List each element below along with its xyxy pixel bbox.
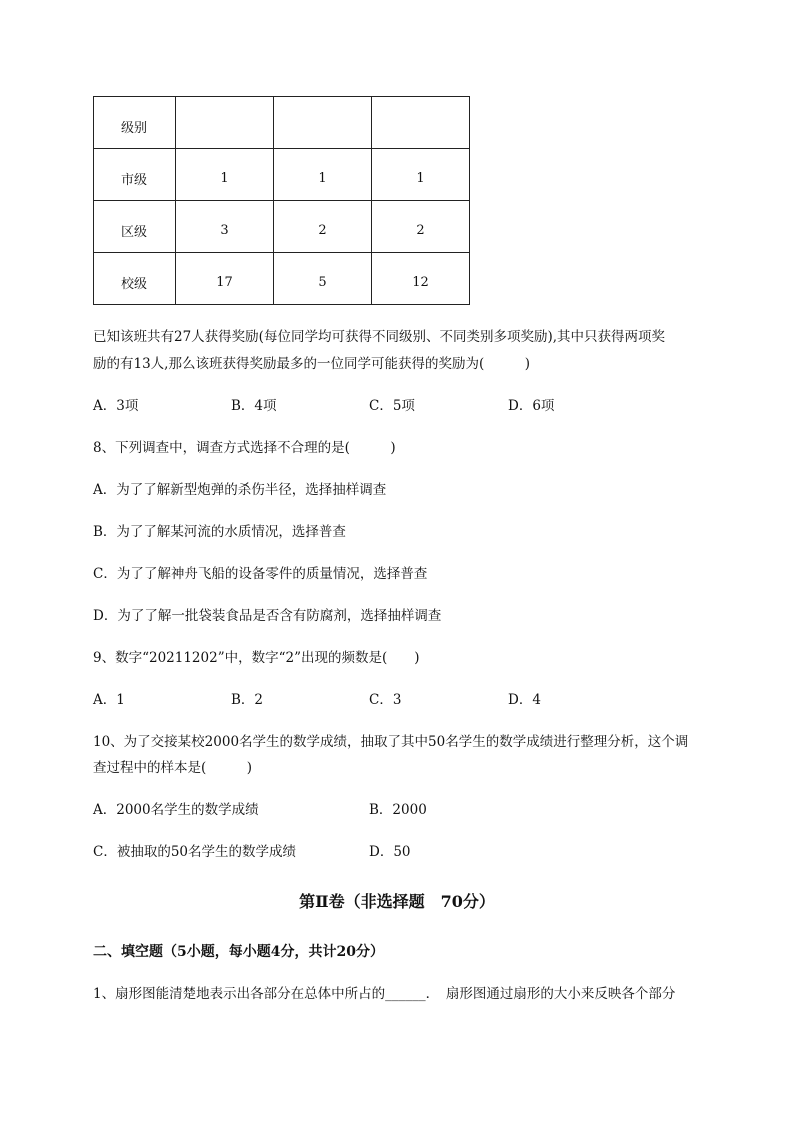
fill-in-section-title: 二、填空题（5小题，每小题4分，共计20分） <box>93 944 384 960</box>
q9-option-b: B．2 <box>231 692 264 708</box>
q9-stem: 9、数字“20211202”中，数字“2”出现的频数是( ) <box>93 650 420 666</box>
table-cell: 2 <box>274 201 372 253</box>
level-cell: 区级 <box>94 201 176 253</box>
table-cell: 1 <box>274 149 372 201</box>
table-cell <box>274 97 372 149</box>
level-cell: 校级 <box>94 253 176 305</box>
q9-option-d: D．4 <box>508 692 541 708</box>
q10-option-d: D．50 <box>369 844 411 860</box>
table-cell: 2 <box>372 201 470 253</box>
q8-option-a: A．为了了解新型炮弹的杀伤半径，选择抽样调查 <box>93 482 387 498</box>
level-header: 级别 <box>94 97 176 149</box>
table-cell <box>372 97 470 149</box>
fill-q1-stem: 1、扇形图能清楚地表示出各部分在总体中所占的______． 扇形图通过扇形的大小来反映各个部分 <box>93 986 676 1002</box>
q8-stem: 8、下列调查中，调查方式选择不合理的是( ) <box>93 440 396 456</box>
table-cell: 17 <box>176 253 274 305</box>
q10-option-a: A．2000名学生的数学成绩 <box>93 802 259 818</box>
table-cell: 5 <box>274 253 372 305</box>
q7-option-b: B．4项 <box>231 398 277 414</box>
q10-option-c: C．被抽取的50名学生的数学成绩 <box>93 844 297 860</box>
q9-option-c: C．3 <box>369 692 402 708</box>
q9-option-a: A．1 <box>93 692 125 708</box>
awards-table <box>93 96 470 305</box>
q7-option-d: D．6项 <box>508 398 555 414</box>
q8-option-c: C．为了了解神舟飞船的设备零件的质量情况，选择普查 <box>93 566 428 582</box>
q7-stem-line1: 已知该班共有27人获得奖励(每位同学均可获得不同级别、不同类别多项奖励),其中只获得两项奖 <box>93 329 666 345</box>
table-cell: 12 <box>372 253 470 305</box>
q7-stem-line2: 励的有13人,那么该班获得奖励最多的一位同学可能获得的奖励为( ) <box>93 356 531 372</box>
table-cell <box>176 97 274 149</box>
table-cell: 1 <box>372 149 470 201</box>
part2-title: 第Ⅱ卷（非选择题 70分） <box>299 892 495 911</box>
q10-stem-line2: 查过程中的样本是( ) <box>93 760 253 776</box>
q8-option-d: D．为了了解一批袋装食品是否含有防腐剂，选择抽样调查 <box>93 608 442 624</box>
q7-option-c: C．5项 <box>369 398 415 414</box>
table-row <box>94 149 470 201</box>
table-row <box>94 97 470 149</box>
table-row <box>94 201 470 253</box>
q7-option-a: A．3项 <box>93 398 139 414</box>
table-row <box>94 253 470 305</box>
q8-option-b: B．为了了解某河流的水质情况，选择普查 <box>93 524 346 540</box>
q10-stem-line1: 10、为了交接某校2000名学生的数学成绩，抽取了其中50名学生的数学成绩进行整理分析，这个调 <box>93 734 689 750</box>
table-cell: 3 <box>176 201 274 253</box>
q10-option-b: B．2000 <box>369 802 427 818</box>
level-cell: 市级 <box>94 149 176 201</box>
table-cell: 1 <box>176 149 274 201</box>
